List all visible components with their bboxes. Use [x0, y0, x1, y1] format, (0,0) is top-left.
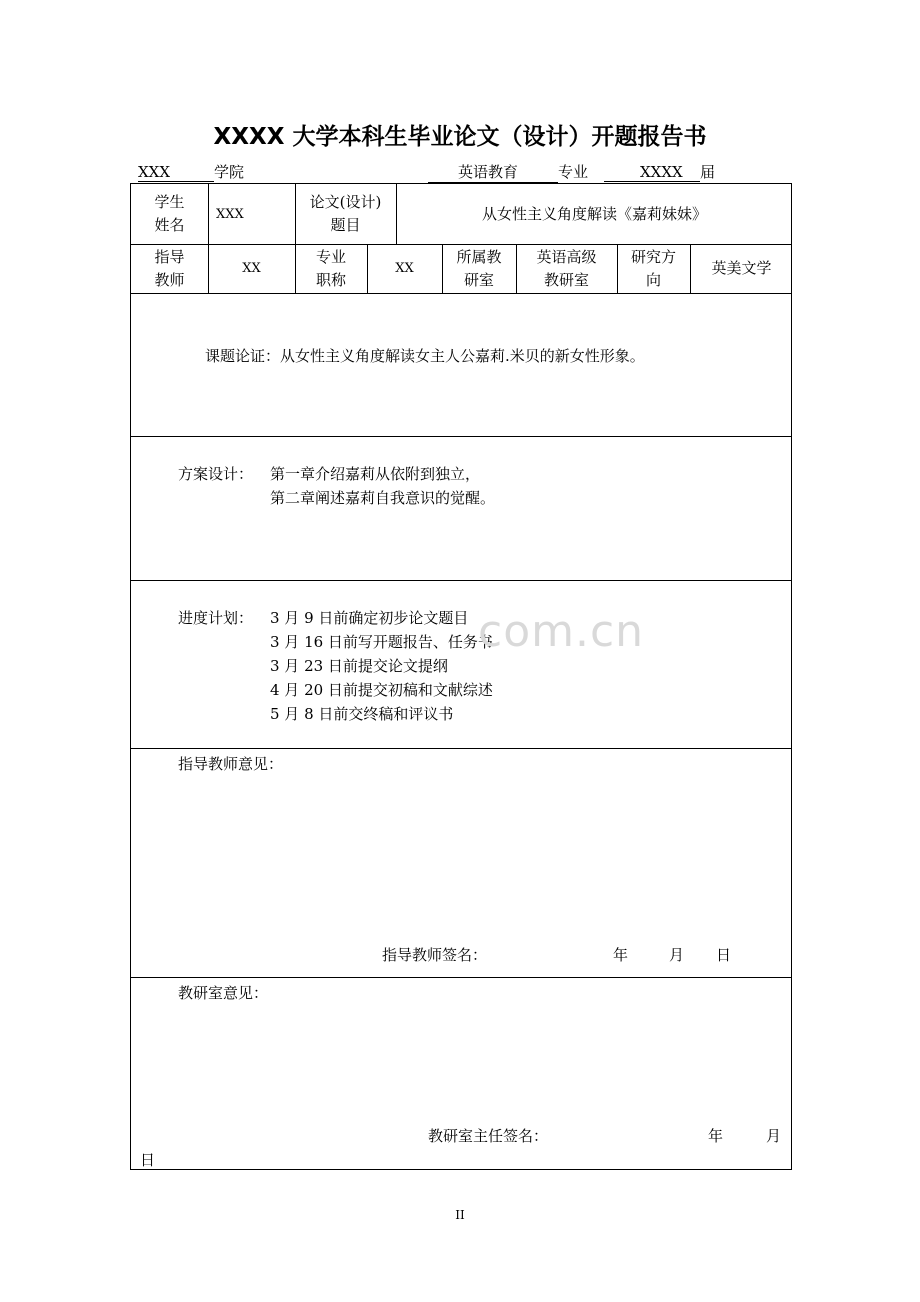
- major-label: 专业: [558, 163, 589, 181]
- office-label: 所属教 研室: [456, 247, 502, 289]
- schedule-item: 3 月 9 日前确定初步论文题目: [270, 609, 469, 627]
- report-form: [130, 183, 792, 1170]
- advisor-sign-month: 月: [669, 946, 685, 964]
- college-field: [138, 161, 244, 182]
- research-direction-value: 英美文学: [711, 259, 772, 277]
- major-value: 英语教育: [428, 161, 558, 183]
- thesis-title-label: 论文(设计) 题目: [309, 193, 382, 234]
- major-field: [428, 161, 588, 183]
- office-value: 英语高级 教研室: [536, 247, 597, 289]
- office-signature-label: 教研室主任签名：: [428, 1127, 549, 1145]
- advisor-signature-label: 指导教师签名：: [382, 946, 488, 964]
- topic-argument: 课题论证：从女性主义角度解读女主人公嘉莉.米贝的新女性形象。: [205, 347, 645, 365]
- student-name-value: XXX: [216, 206, 244, 222]
- document-title: XXXX 大学本科生毕业论文（设计）开题报告书: [213, 124, 707, 150]
- office-opinion-label: 教研室意见：: [178, 984, 269, 1002]
- office-sign-month: 月: [766, 1127, 782, 1145]
- professional-title-label: 专业 职称: [315, 247, 346, 289]
- office-sign-year: 年: [708, 1127, 724, 1145]
- college-value: XXX: [138, 163, 214, 182]
- research-direction-label: 研究方 向: [630, 247, 676, 289]
- schedule-label: 进度计划：: [178, 609, 254, 627]
- advisor-sign-year: 年: [613, 946, 629, 964]
- watermark: com.cn: [478, 606, 645, 657]
- schedule-item: 3 月 23 日前提交论文提纲: [270, 657, 448, 675]
- thesis-title-value: 从女性主义角度解读《嘉莉妹妹》: [481, 204, 707, 223]
- college-label: 学院: [214, 163, 245, 181]
- advisor-value: XX: [242, 261, 261, 276]
- class-label: 届: [700, 163, 716, 181]
- professional-title-value: XX: [395, 261, 414, 276]
- advisor-label: 指导 教师: [154, 247, 185, 289]
- class-field: [604, 161, 715, 182]
- header-line: [138, 161, 792, 185]
- design-line-1: 第一章介绍嘉莉从依附到独立，: [270, 465, 481, 483]
- schedule-item: 4 月 20 日前提交初稿和文献综述: [270, 681, 493, 699]
- page-number: II: [455, 1208, 465, 1222]
- design-label: 方案设计：: [178, 465, 254, 483]
- advisor-opinion-label: 指导教师意见：: [178, 755, 284, 773]
- advisor-sign-day: 日: [716, 946, 732, 964]
- office-sign-day: 日: [140, 1151, 156, 1169]
- student-name-label: 学生 姓名: [154, 193, 185, 234]
- design-line-2: 第二章阐述嘉莉自我意识的觉醒。: [270, 489, 496, 507]
- schedule-item: 5 月 8 日前交终稿和评议书: [270, 705, 454, 723]
- schedule-item: 3 月 16 日前写开题报告、任务书: [270, 633, 493, 651]
- class-value: XXXX: [604, 163, 700, 182]
